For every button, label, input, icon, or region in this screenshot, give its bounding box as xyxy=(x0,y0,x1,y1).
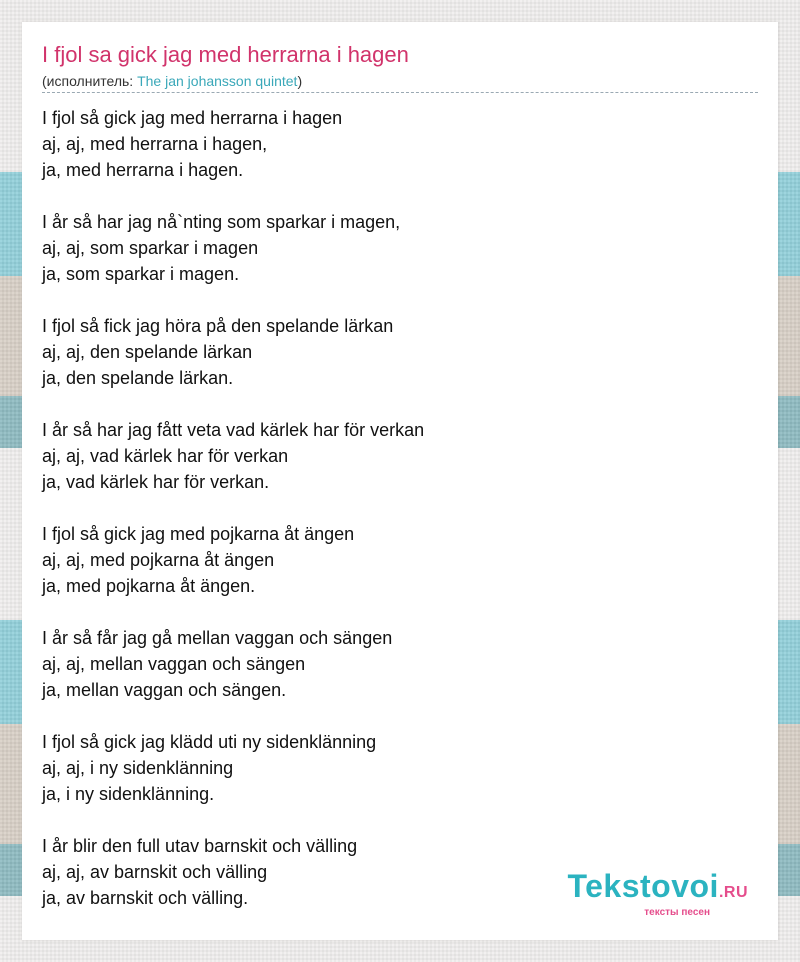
lyrics-stanza xyxy=(42,625,758,703)
lyrics-line: I fjol så gick jag klädd uti ny sidenklänning xyxy=(42,732,377,752)
lyrics-line: I fjol så fick jag höra på den spelande lärkan xyxy=(42,316,394,336)
lyrics-stanza xyxy=(42,105,758,183)
site-logo-wordmark xyxy=(567,870,748,909)
site-logo-tagline: тексты песен xyxy=(644,907,710,918)
lyrics-line: ja, den spelande lärkan. xyxy=(42,368,234,388)
lyrics-line: aj, aj, den spelande lärkan xyxy=(42,342,253,362)
lyrics-line: I fjol så gick jag med pojkarna åt ängen xyxy=(42,524,355,544)
lyrics-card xyxy=(22,22,778,940)
artist-suffix: ) xyxy=(297,73,303,89)
lyrics-line: aj, aj, med pojkarna åt ängen xyxy=(42,550,275,570)
site-logo[interactable] xyxy=(567,870,748,918)
lyrics-stanza xyxy=(42,521,758,599)
artist-line xyxy=(42,73,302,89)
lyrics-line: I fjol så gick jag med herrarna i hagen xyxy=(42,108,343,128)
lyrics-line: I år så har jag fått veta vad kärlek har för verkan xyxy=(42,420,425,440)
lyrics-line: ja, som sparkar i magen. xyxy=(42,264,240,284)
lyrics-line: aj, aj, vad kärlek har för verkan xyxy=(42,446,289,466)
lyrics-line: aj, aj, i ny sidenklänning xyxy=(42,758,234,778)
site-logo-name: Tekstovoi xyxy=(567,868,719,904)
song-title: I fjol sa gick jag med herrarna i hagen xyxy=(42,42,409,67)
lyrics-line: ja, i ny sidenklänning. xyxy=(42,784,215,804)
lyrics-line: ja, mellan vaggan och sängen. xyxy=(42,680,287,700)
lyrics-stanza xyxy=(42,417,758,495)
lyrics-line: aj, aj, av barnskit och välling xyxy=(42,862,268,882)
artist-prefix: (исполнитель: xyxy=(42,73,138,89)
site-logo-tld: .RU xyxy=(718,884,748,901)
lyrics-line: aj, aj, som sparkar i magen xyxy=(42,238,259,258)
lyrics-line: I år så får jag gå mellan vaggan och sängen xyxy=(42,628,393,648)
lyrics-line: aj, aj, med herrarna i hagen, xyxy=(42,134,268,154)
lyrics-line: ja, med herrarna i hagen. xyxy=(42,160,244,180)
lyrics-line: I år så har jag nå`nting som sparkar i magen, xyxy=(42,212,401,232)
header-divider xyxy=(42,92,758,93)
lyrics-line: ja, vad kärlek har för verkan. xyxy=(42,472,270,492)
lyrics-stanza xyxy=(42,209,758,287)
lyrics-line: ja, med pojkarna åt ängen. xyxy=(42,576,256,596)
lyrics-text xyxy=(42,105,758,937)
lyrics-stanza xyxy=(42,313,758,391)
lyrics-line: I år blir den full utav barnskit och välling xyxy=(42,836,358,856)
lyrics-line: aj, aj, mellan vaggan och sängen xyxy=(42,654,306,674)
lyrics-stanza xyxy=(42,729,758,807)
artist-link[interactable]: The jan johansson quintet xyxy=(137,73,298,89)
lyrics-line: ja, av barnskit och välling. xyxy=(42,888,249,908)
